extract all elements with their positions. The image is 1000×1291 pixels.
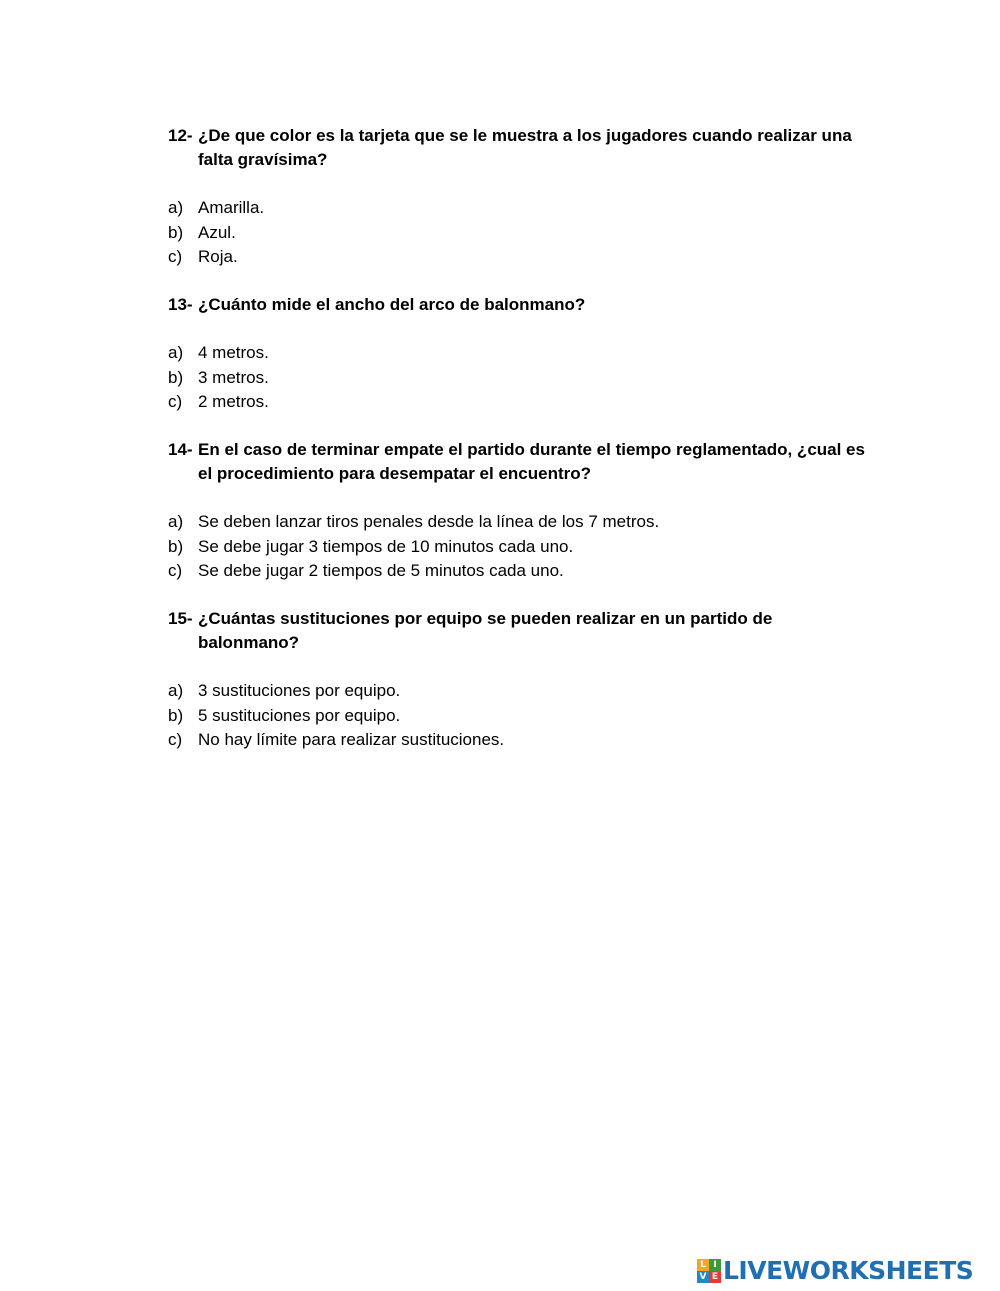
question-text: En el caso de terminar empate el partido durante el tiempo reglamentado, ¿cual es el procedimiento para desempatar el encuentro? bbox=[198, 440, 865, 483]
option-text: No hay límite para realizar sustituciones. bbox=[198, 730, 505, 749]
option-text: 4 metros. bbox=[198, 343, 269, 362]
question-12 bbox=[168, 124, 868, 270]
option-text: 2 metros. bbox=[198, 392, 269, 411]
option-c[interactable] bbox=[168, 559, 868, 584]
option-c[interactable] bbox=[168, 390, 868, 415]
option-b[interactable] bbox=[168, 366, 868, 391]
question-text: ¿Cuántas sustituciones por equipo se pueden realizar en un partido de balonmano? bbox=[198, 609, 773, 652]
option-letter: b) bbox=[168, 367, 184, 387]
option-letter: c) bbox=[168, 392, 183, 411]
liveworksheets-logo bbox=[697, 1256, 973, 1286]
option-b[interactable] bbox=[168, 221, 868, 246]
live-logo-icon bbox=[697, 1259, 721, 1283]
question-title bbox=[168, 438, 868, 486]
option-text: 5 sustituciones por equipo. bbox=[198, 705, 401, 725]
question-title bbox=[168, 607, 868, 655]
question-number: 13- bbox=[168, 295, 193, 314]
question-number: 12- bbox=[168, 126, 193, 145]
logo-tile: L bbox=[697, 1259, 709, 1271]
options-list bbox=[168, 341, 868, 415]
option-b[interactable] bbox=[168, 535, 868, 560]
option-text: Se debe jugar 2 tiempos de 5 minutos cada uno. bbox=[198, 561, 564, 580]
question-14 bbox=[168, 438, 868, 584]
logo-tile: I bbox=[709, 1259, 721, 1271]
option-c[interactable] bbox=[168, 245, 868, 270]
option-letter: a) bbox=[168, 681, 184, 700]
logo-tile: E bbox=[709, 1271, 721, 1283]
option-letter: a) bbox=[168, 343, 184, 362]
option-letter: b) bbox=[168, 222, 184, 242]
option-a[interactable] bbox=[168, 196, 868, 221]
option-text: 3 metros. bbox=[198, 367, 269, 387]
question-number: 14- bbox=[168, 440, 193, 459]
options-list bbox=[168, 196, 868, 270]
option-a[interactable] bbox=[168, 679, 868, 704]
question-text: ¿De que color es la tarjeta que se le muestra a los jugadores cuando realizar una falta gravísima? bbox=[198, 126, 852, 169]
option-text: 3 sustituciones por equipo. bbox=[198, 681, 401, 700]
options-list bbox=[168, 679, 868, 753]
option-c[interactable] bbox=[168, 728, 868, 753]
brand-name: LIVEWORKSHEETS bbox=[723, 1256, 974, 1285]
option-a[interactable] bbox=[168, 510, 868, 535]
logo-tile: V bbox=[697, 1271, 709, 1283]
option-text: Azul. bbox=[198, 222, 236, 242]
question-15 bbox=[168, 607, 868, 753]
option-text: Amarilla. bbox=[198, 198, 265, 217]
option-letter: c) bbox=[168, 561, 183, 580]
option-letter: a) bbox=[168, 198, 184, 217]
question-13 bbox=[168, 293, 868, 415]
option-text: Roja. bbox=[198, 247, 238, 266]
option-text: Se deben lanzar tiros penales desde la línea de los 7 metros. bbox=[198, 512, 660, 531]
option-b[interactable] bbox=[168, 704, 868, 729]
option-letter: b) bbox=[168, 705, 184, 725]
options-list bbox=[168, 510, 868, 584]
option-text: Se debe jugar 3 tiempos de 10 minutos cada uno. bbox=[198, 536, 574, 556]
option-letter: c) bbox=[168, 247, 183, 266]
option-letter: a) bbox=[168, 512, 184, 531]
option-letter: b) bbox=[168, 536, 184, 556]
option-letter: c) bbox=[168, 730, 183, 749]
question-number: 15- bbox=[168, 609, 193, 628]
question-text: ¿Cuánto mide el ancho del arco de balonmano? bbox=[198, 295, 586, 314]
option-a[interactable] bbox=[168, 341, 868, 366]
question-title bbox=[168, 293, 868, 317]
question-title bbox=[168, 124, 868, 172]
